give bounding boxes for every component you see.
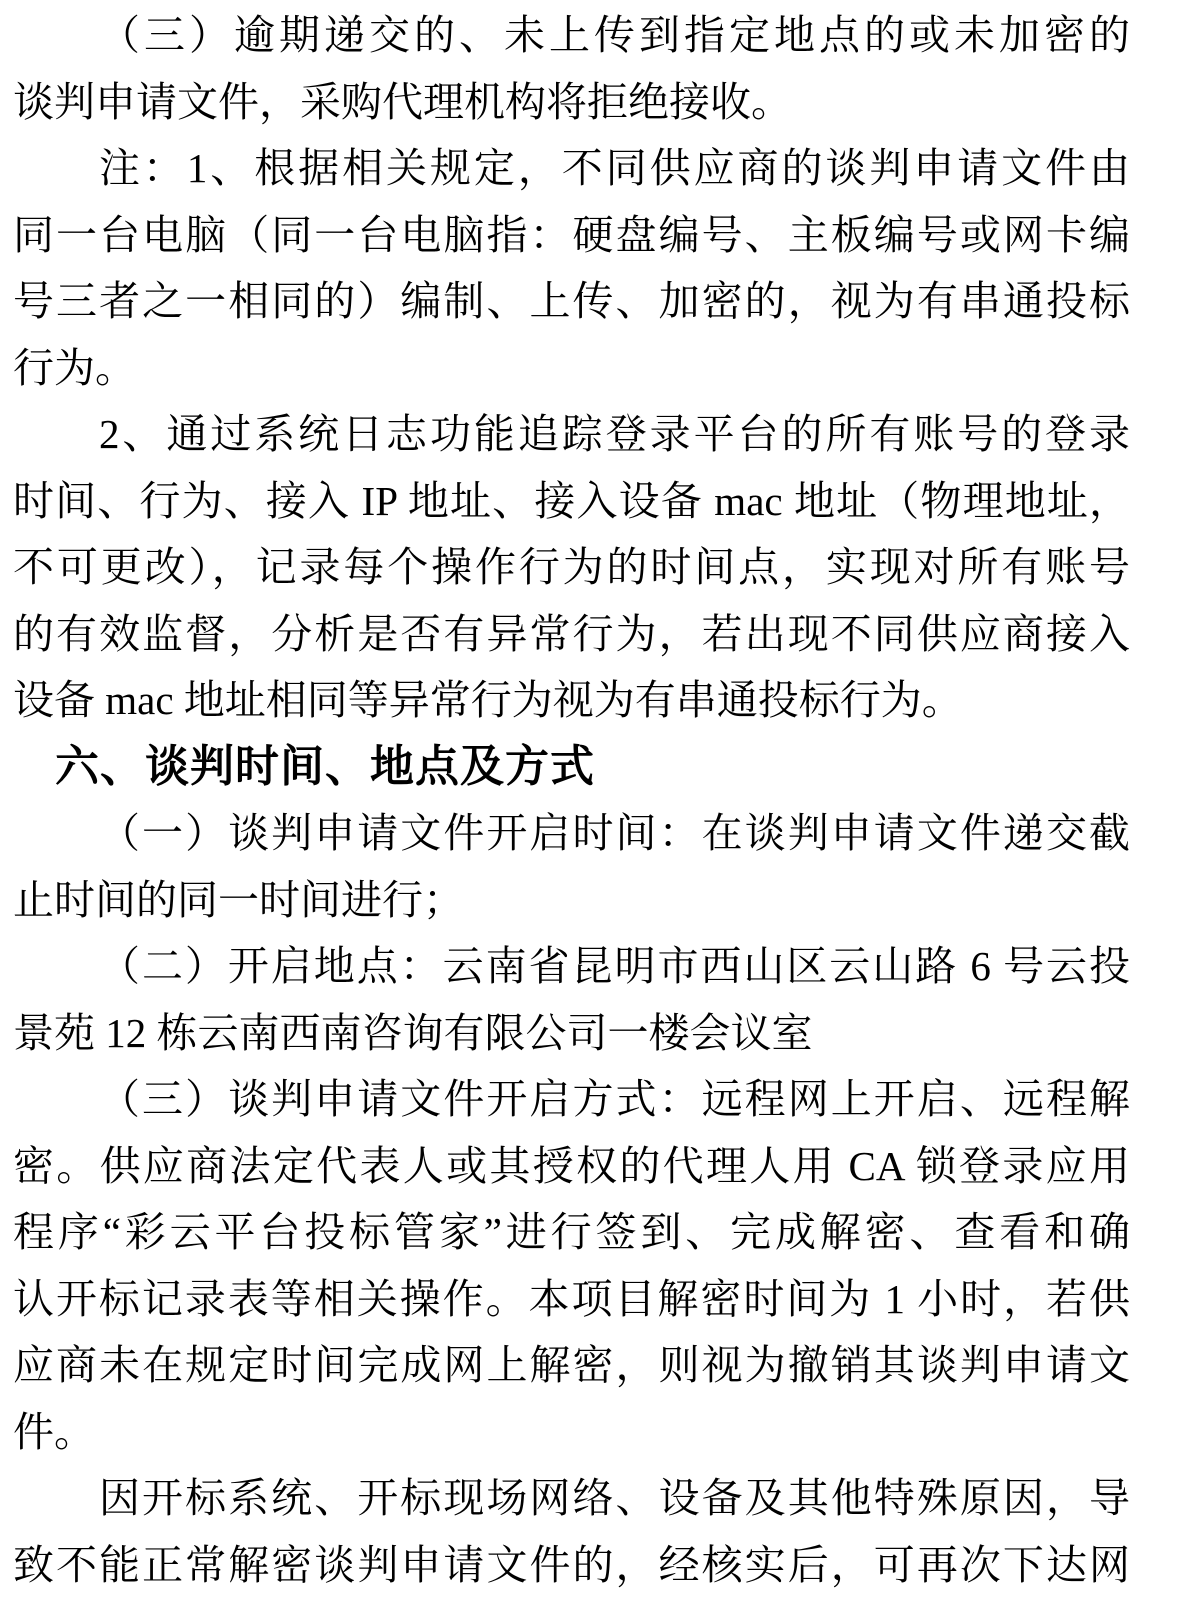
paragraph [13, 933, 1130, 1066]
paragraph-line: 应商未在规定时间完成网上解密，则视为撤销其谈判申请文 [13, 1342, 1130, 1388]
paragraph-line: 行为。 [13, 344, 136, 391]
paragraph [13, 800, 1130, 933]
paragraph-line: 因开标系统、开标现场网络、设备及其他特殊原因，导 [99, 1475, 1130, 1521]
paragraph-line: 不可更改），记录每个操作行为的时间点，实现对所有账号 [13, 544, 1130, 590]
paragraph [13, 135, 1130, 401]
paragraph-line: 密。供应商法定代表人或其授权的代理人用 CA 锁登录应用 [13, 1142, 1130, 1189]
paragraph [13, 2, 1130, 135]
paragraph-line: 注：1、根据相关规定，不同供应商的谈判申请文件由 [99, 145, 1130, 191]
paragraph-line: （三）谈判申请文件开启方式：远程网上开启、远程解 [99, 1076, 1130, 1122]
paragraph [13, 734, 1130, 801]
paragraph [13, 1465, 1130, 1598]
paragraph-line: （一）谈判申请文件开启时间：在谈判申请文件递交截 [99, 810, 1130, 856]
paragraph-line: 号三者之一相同的）编制、上传、加密的，视为有串通投标 [13, 278, 1130, 324]
paragraph-line: 止时间的同一时间进行； [13, 876, 464, 923]
paragraph [13, 1066, 1130, 1465]
paragraph-line: 谈判申请文件，采购代理机构将拒绝接收。 [13, 78, 792, 125]
paragraph-line: 认开标记录表等相关操作。本项目解密时间为 1 小时，若供 [13, 1275, 1130, 1322]
paragraph-line: （二）开启地点：云南省昆明市西山区云山路 6 号云投 [99, 943, 1130, 989]
paragraph-line: 程序“彩云平台投标管家”进行签到、完成解密、查看和确 [13, 1209, 1130, 1255]
paragraph-line: 设备 mac 地址相同等异常行为视为有串通投标行为。 [13, 677, 963, 723]
section-heading: 六、谈判时间、地点及方式 [55, 741, 595, 791]
paragraph [13, 401, 1130, 734]
paragraph-line: 同一台电脑（同一台电脑指：硬盘编号、主板编号或网卡编 [13, 211, 1130, 258]
paragraph-line: 致不能正常解密谈判申请文件的，经核实后，可再次下达网 [13, 1541, 1130, 1588]
paragraph-line: 的有效监督，分析是否有异常行为，若出现不同供应商接入 [13, 610, 1130, 657]
paragraph-line: 件。 [13, 1408, 95, 1455]
paragraph-line: 景苑 12 栋云南西南咨询有限公司一楼会议室 [13, 1009, 813, 1056]
paragraph-line: 2、通过系统日志功能追踪登录平台的所有账号的登录 [99, 411, 1130, 457]
paragraph-line: 时间、行为、接入 IP 地址、接入设备 mac 地址（物理地址， [13, 477, 1130, 524]
paragraph-line: （三）逾期递交的、未上传到指定地点的或未加密的 [99, 12, 1130, 58]
